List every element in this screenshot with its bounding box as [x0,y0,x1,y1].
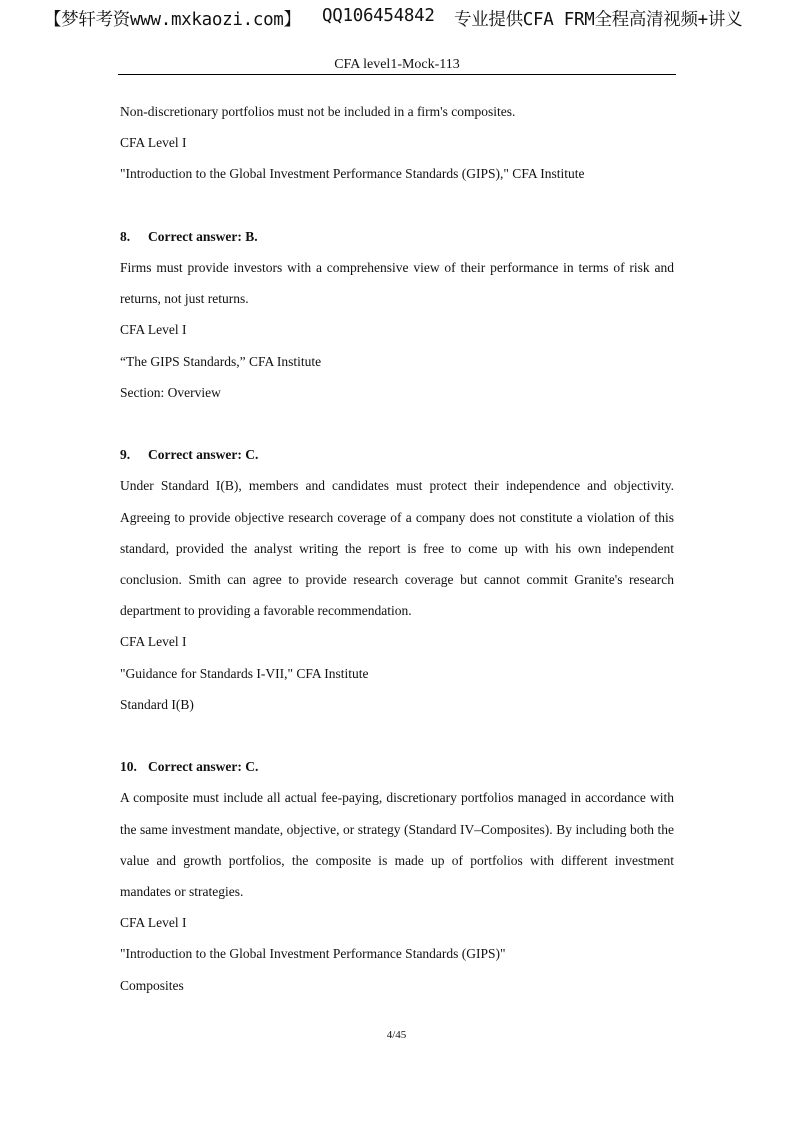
correct-answer: Correct answer: B. [148,228,258,244]
reference-line: CFA Level I [120,322,187,338]
page-number: 4/45 [386,1029,407,1041]
intro-line: "Introduction to the Global Investment Performance Standards (GIPS)," CFA Institute [120,166,585,182]
page-content [120,96,674,1001]
reference-line: Standard I(B) [120,696,194,712]
intro-line: Non-discretionary portfolios must not be included in a firm's composites. [120,104,516,119]
banner-site: 【梦轩考资www.mxkaozi.com】 [44,10,301,30]
reference-line: "Guidance for Standards I-VII," CFA Institute [120,665,369,681]
answer-heading [120,751,674,782]
page-header-title: CFA level1-Mock-113 [334,57,460,72]
answer-block-10 [120,751,674,1001]
answer-block-8 [120,221,674,408]
question-number: 8. [120,228,131,244]
reference-line: CFA Level I [120,915,187,931]
answer-block-9 [120,439,674,720]
answer-explanation: A composite must include all actual fee-paying, discretionary portfolios managed in accordance with the same investment mandate, objective, or strategy (Standard IV–Composites). By including both the value and growth portfolios, the composite is made up of portfolios with different investment mandates or strategies. [120,790,674,900]
answer-explanation: Under Standard I(B), members and candidates must protect their independence and objectivity. Agreeing to provide objective research coverage of a company does not constitute a violation of this standard, provided the analyst writing the report is free to come up with his own independent conclusion. Smith can agree to provide research coverage but cannot commit Granite's research department to providing a favorable recommendation. [120,478,674,619]
reference-line: Section: Overview [120,384,221,400]
correct-answer: Correct answer: C. [148,759,259,775]
banner-slogan: 专业提供CFA FRM全程高清视频+讲义 [454,10,743,30]
answer-heading [120,221,674,252]
answer-heading [120,439,674,470]
question-number: 9. [120,447,131,463]
banner-qq: QQ106454842 [322,6,435,26]
header-divider [118,74,676,75]
answer-explanation: Firms must provide investors with a comprehensive view of their performance in terms of risk and returns, not just returns. [120,260,674,307]
reference-line: Composites [120,977,184,993]
reference-line: "Introduction to the Global Investment Performance Standards (GIPS)" [120,946,506,962]
reference-line: CFA Level I [120,634,187,650]
intro-line: CFA Level I [120,135,187,151]
correct-answer: Correct answer: C. [148,447,259,463]
reference-line: “The GIPS Standards,” CFA Institute [120,353,322,369]
question-number: 10. [120,759,137,775]
